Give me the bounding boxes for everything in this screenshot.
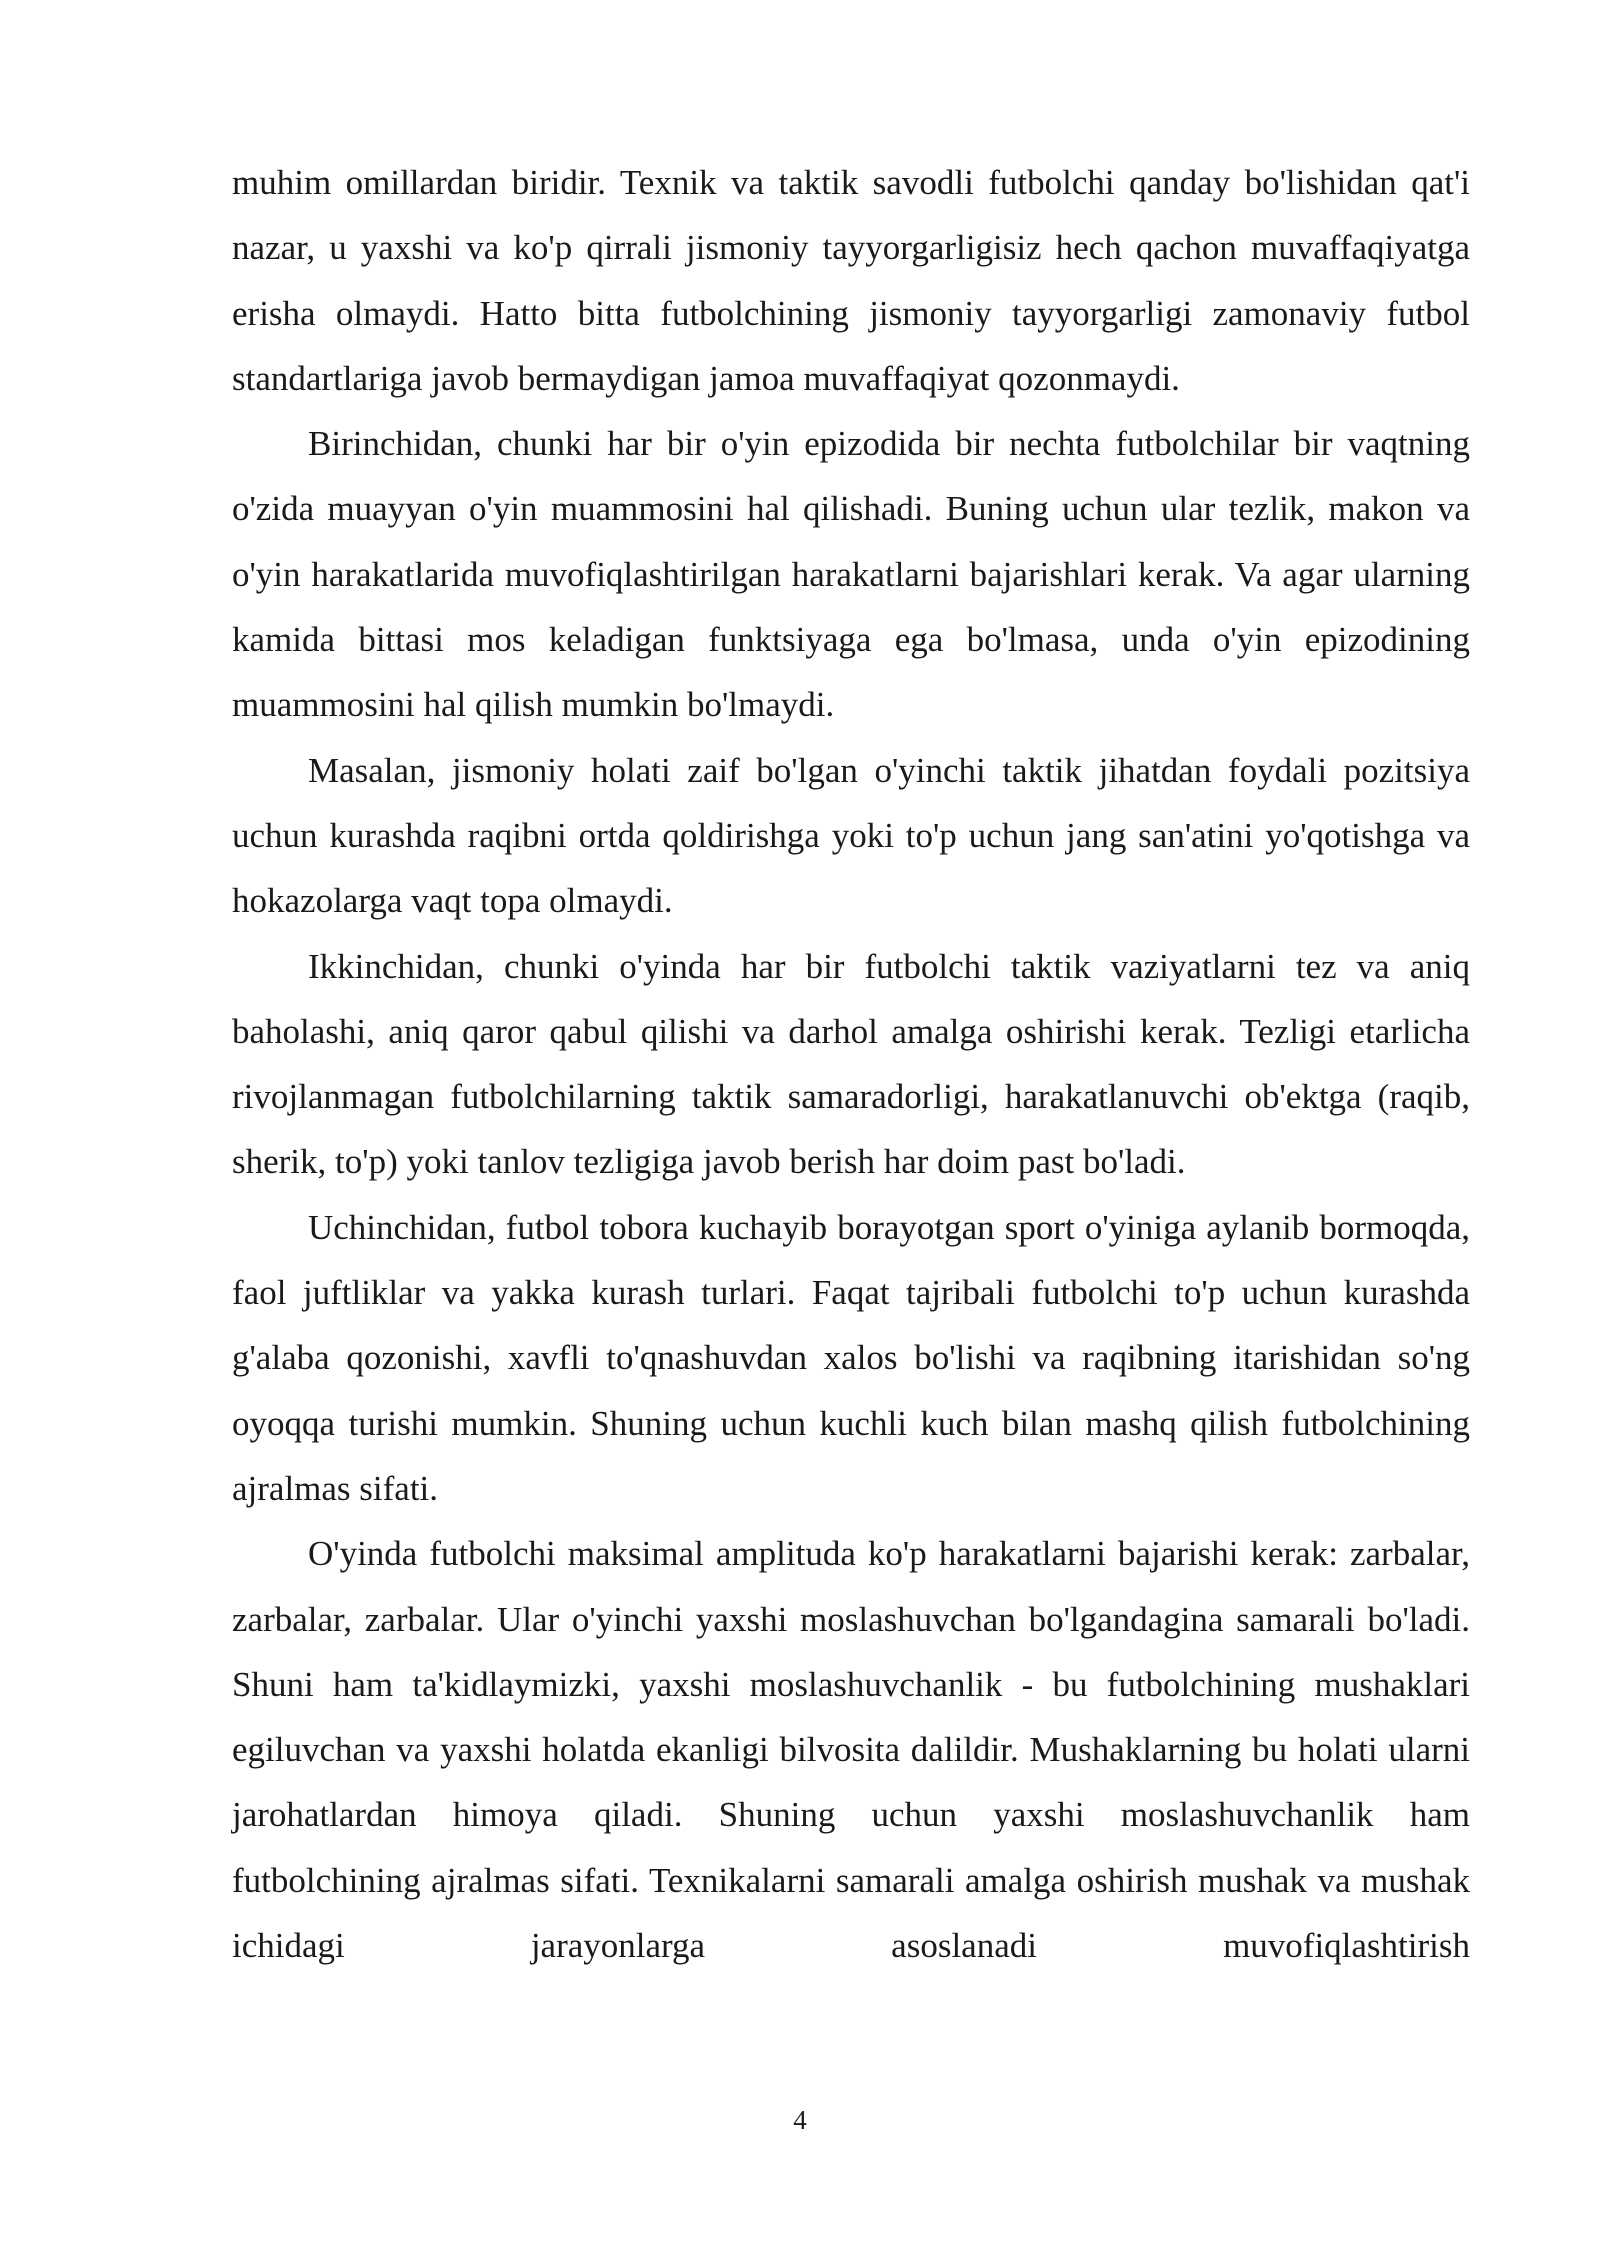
paragraph-2: Birinchidan, chunki har bir o'yin epizodida bir nechta futbolchilar bir vaqtning o'zida muayyan o'yin muammosini hal qilishadi. Buning uchun ular tezlik, makon va o'yin harakatlarida muvofiqlashtirilgan harakatlarni bajarishlari kerak. Va agar ularning kamida bittasi mos keladigan funktsiyaga ega bo'lmasa, unda o'yin epizodining muammosini hal qilish mumkin bo'lmaydi.	[232, 424, 1470, 725]
paragraph-3: Masalan, jismoniy holati zaif bo'lgan o'yinchi taktik jihatdan foydali pozitsiya uchun kurashda raqibni ortda qoldirishga yoki to'p uchun jang san'atini yo'qotishga va hokazolarga vaqt topa olmaydi.	[232, 750, 1470, 921]
paragraph-6: O'yinda futbolchi maksimal amplituda ko'p harakatlarni bajarishi kerak: zarbalar, zarbalar, zarbalar. Ular o'yinchi yaxshi moslashuvchan bo'lgandagina samarali bo'ladi. Shuni ham ta'kidlaymizki, yaxshi moslashuvchanlik - bu futbolchining mushaklari egiluvchan va yaxshi holatda ekanligi bilvosita dalildir. Mushaklarning bu holati ularni jarohatlardan himoya qiladi. Shuning uchun yaxshi moslashuvchanlik ham futbolchining ajralmas sifati. Texnikalarni samarali amalga oshirish mushak va mushak ichidagi jarayonlarga asoslanadi muvofiqlashtirish	[232, 1534, 1470, 1966]
paragraph-4: Ikkinchidan, chunki o'yinda har bir futbolchi taktik vaziyatlarni tez va aniq baholashi, aniq qaror qabul qilishi va darhol amalga oshirishi kerak. Tezligi etarlicha rivojlanmagan futbolchilarning taktik samaradorligi, harakatlanuvchi ob'ektga (raqib, sherik, to'p) yoki tanlov tezligiga javob berish har doim past bo'ladi.	[232, 946, 1470, 1182]
paragraph-5: Uchinchidan, futbol tobora kuchayib borayotgan sport o'yiniga aylanib bormoqda, faol juftliklar va yakka kurash turlari. Faqat tajribali futbolchi to'p uchun kurashda g'alaba qozonishi, xavfli to'qnashuvdan xalos bo'lishi va raqibning itarishidan so'ng oyoqqa turishi mumkin. Shuning uchun kuchli kuch bilan mashq qilish futbolchining ajralmas sifati.	[232, 1207, 1470, 1508]
paragraph-1: muhim omillardan biridir. Texnik va taktik savodli futbolchi qanday bo'lishidan qat'i nazar, u yaxshi va ko'p qirrali jismoniy tayyorgarligisiz hech qachon muvaffaqiyatga erisha olmaydi. Hatto bitta futbolchining jismoniy tayyorgarligi zamonaviy futbol standartlariga javob bermaydigan jamoa muvaffaqiyat qozonmaydi.	[232, 163, 1470, 398]
document-body	[232, 150, 1470, 1978]
page-number: 4	[793, 2105, 807, 2135]
